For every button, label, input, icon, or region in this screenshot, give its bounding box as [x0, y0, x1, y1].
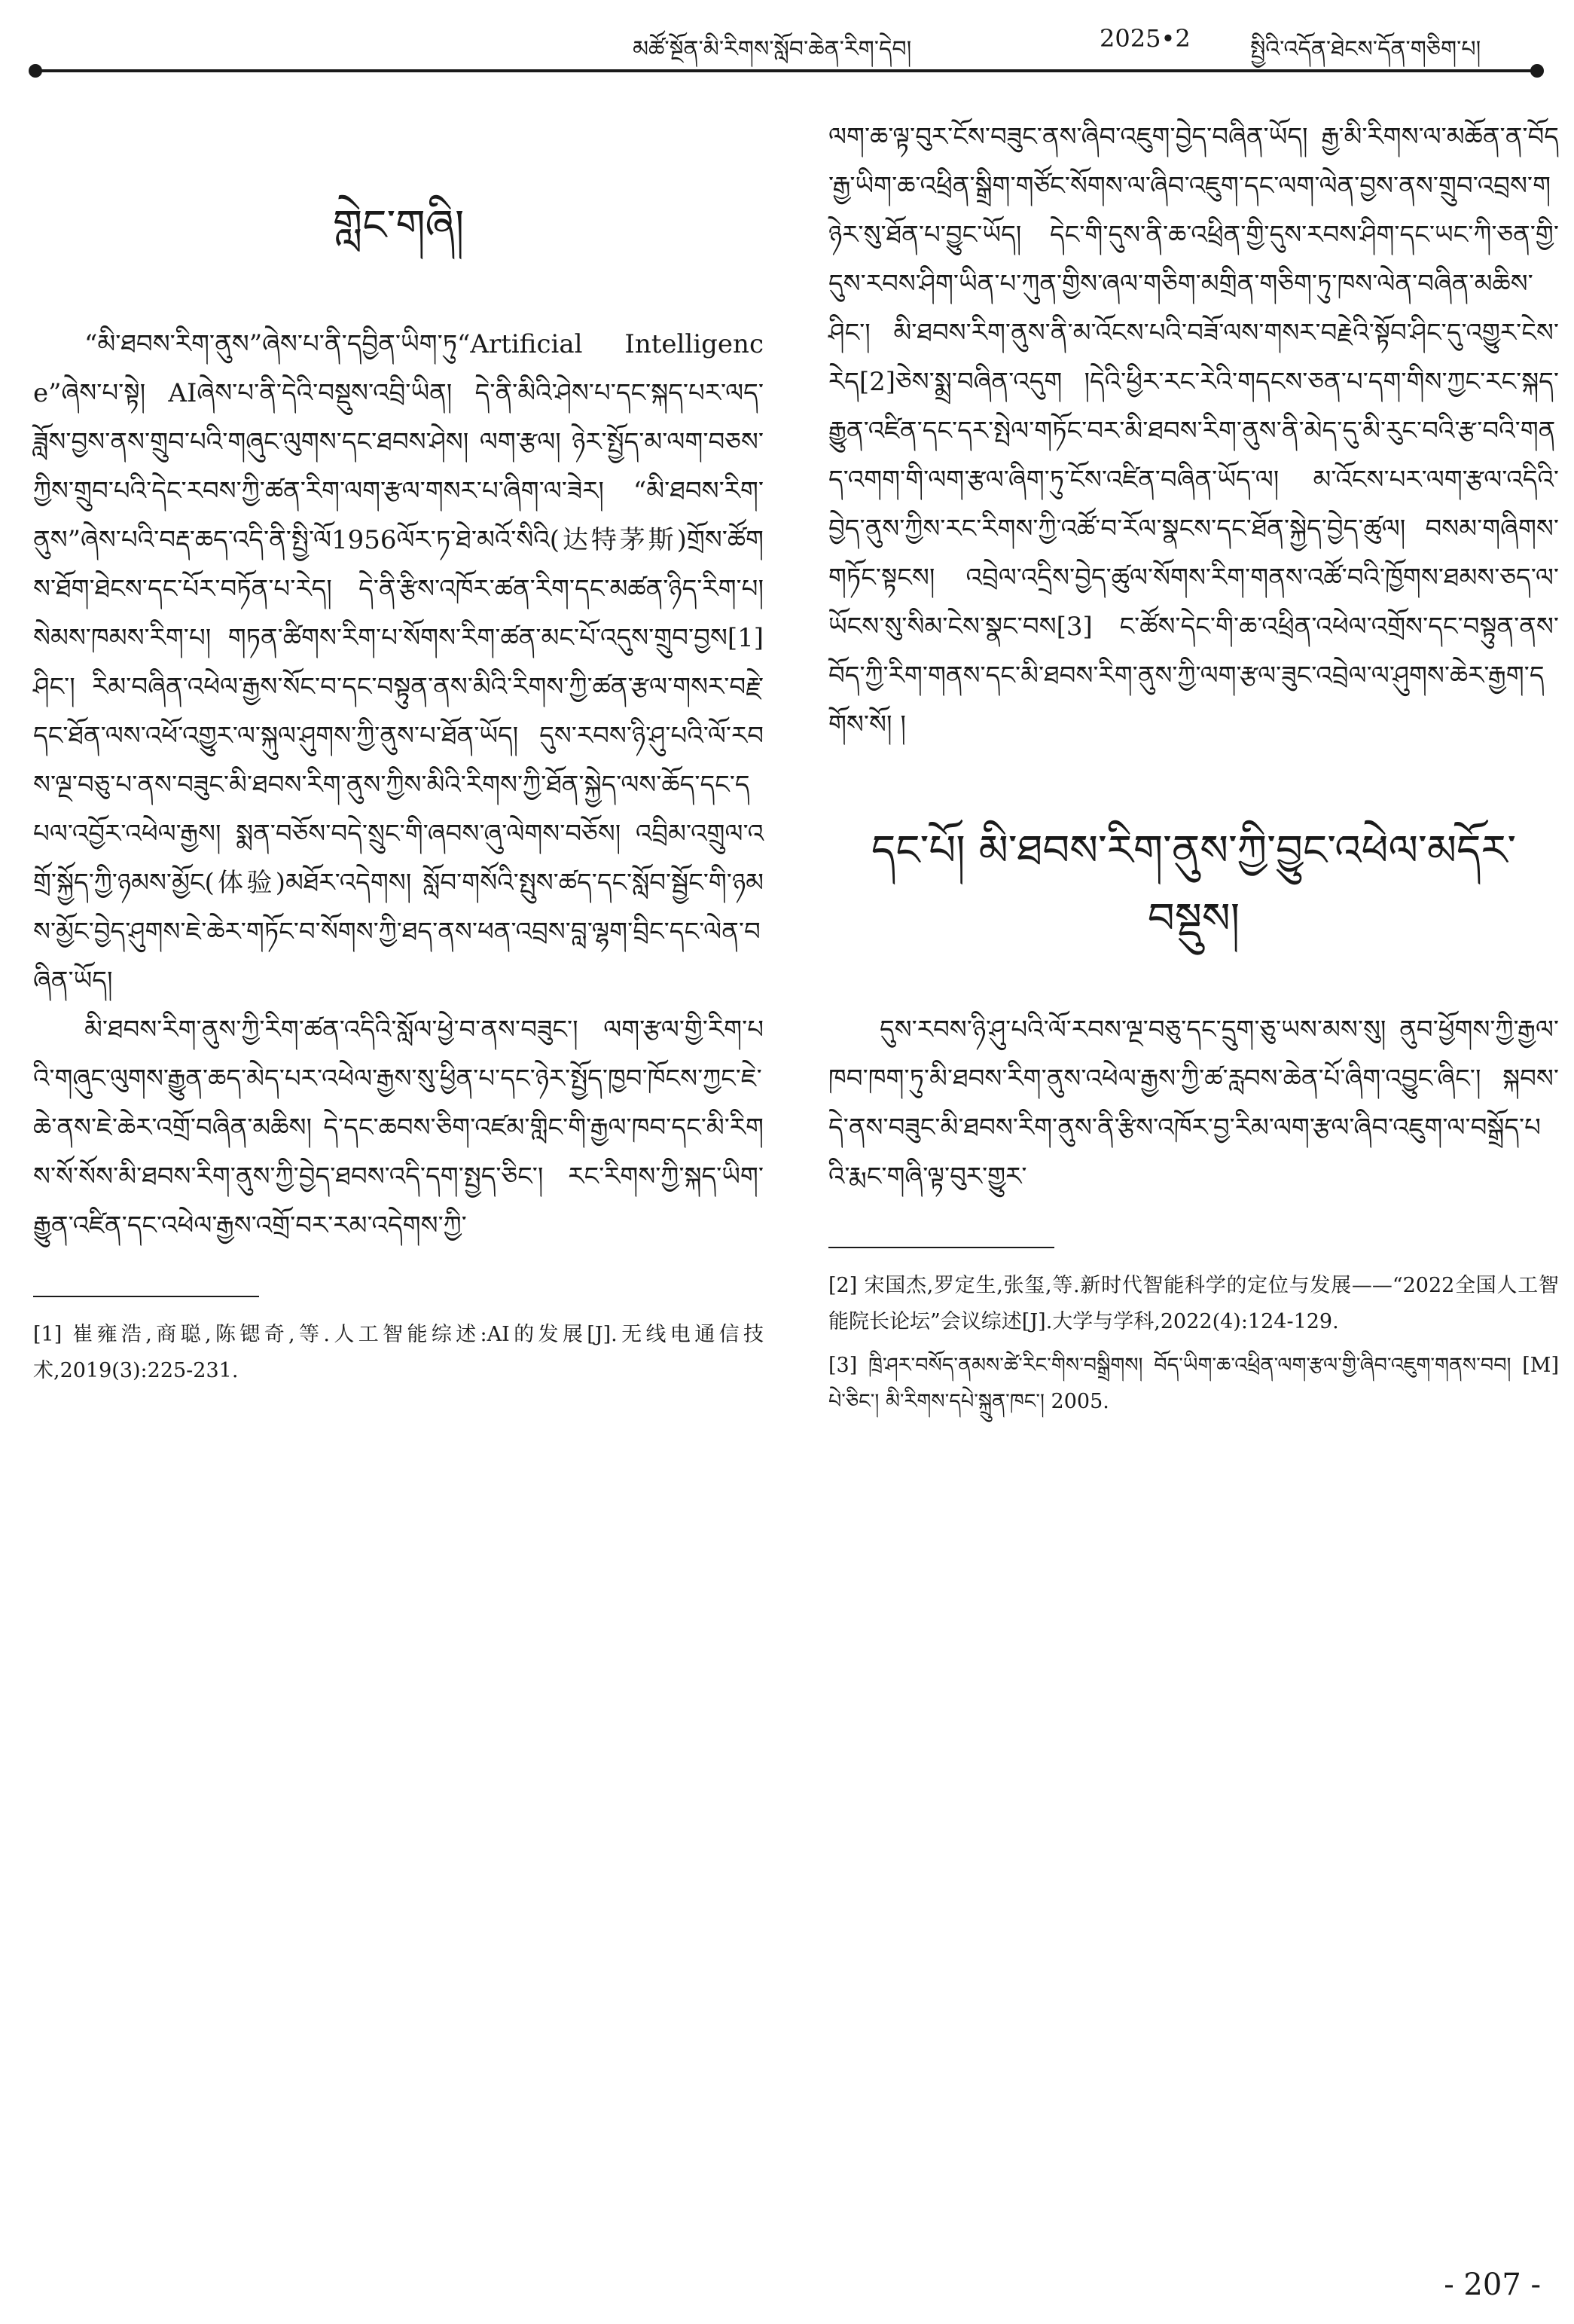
introduction-heading: གླེང་གཞི། — [332, 201, 465, 250]
running-header — [30, 11, 1544, 63]
left-column — [33, 113, 764, 1397]
footnote: [1] 崔雍浩,商聪,陈锶奇,等.人工智能综述:AI的发展[J].无线电通信技术,2019(3):225-231. — [33, 1323, 764, 1382]
journal-title: མཚོ་སྔོན་མི་རིགས་སློབ་ཆེན་རིག་དེབ། — [633, 36, 912, 63]
rule-right-dot — [1530, 64, 1544, 78]
page-number: - 207 - — [1444, 2268, 1541, 2302]
body-paragraph: མི་ཐབས་རིག་ནུས་ཀྱི་རིག་ཚན་འདིའི་སློལ་ཕྱེ་བ་ནས་བཟུང་། ལག་རྩལ་གྱི་རིག་པའི་གཞུང་ལུགས་རྒྱུན་ཆད་མེད་པར་འཕེལ་རྒྱས་སུ་ཕྱིན་པ་དང་ཉེར་སྤྱོད་ཁྱབ་ཁོངས་ཀྱང་ཇེ་ཆེ་ནས་ཇེ་ཆེར་འགྲོ་བཞིན་མཆིས། དེ་དང་ཆབས་ཅིག་འཛམ་གླིང་གི་རྒྱལ་ཁབ་དང་མི་རིགས་སོ་སོས་མི་ཐབས་རིག་ནུས་ཀྱི་བྱེད་ཐབས་འདི་དག་སྤྱད་ཅིང་། རང་རིགས་ཀྱི་སྐད་ཡིག་རྒྱུན་འཛིན་དང་འཕེལ་རྒྱས་འགྲོ་བར་རམ་འདེགས་ཀྱི་ — [33, 1015, 764, 1241]
footnote-rule — [33, 1296, 259, 1297]
header-rule — [33, 69, 1539, 72]
rule-left-dot — [29, 64, 42, 78]
section-label: སྤྱིའི་འདོན་ཐེངས་དོན་གཅིག་པ། — [1250, 36, 1481, 63]
body-paragraph: “མི་ཐབས་རིག་ནུས”ཞེས་པ་ནི་དབྱིན་ཡིག་ཏུ“Artificial Intelligence”ཞེས་པ་སྟེ། AIཞེས་པ་ནི་དེའི་བསྡུས་འབྲི་ཡིན། དེ་ནི་མིའི་ཤེས་པ་དང་སྐད་པར་ལད་ཟློས་བྱས་ནས་གྲུབ་པའི་གཞུང་ལུགས་དང་ཐབས་ཤེས། ལག་རྩལ། ཉེར་སྤྱོད་མ་ལག་བཅས་ཀྱིས་གྲུབ་པའི་དེང་རབས་ཀྱི་ཚན་རིག་ལག་རྩལ་གསར་པ་ཞིག་ལ་ཟེར། “མི་ཐབས་རིག་ནུས”ཞེས་པའི་བརྡ་ཆད་འདི་ནི་སྤྱི་ལོ1956ལོར་ཏ་ཐེ་མའོ་སིའི(达特茅斯)གྲོས་ཚོགས་ཐོག་ཐེངས་དང་པོར་བཏོན་པ་རེད། དེ་ནི་རྩིས་འཁོར་ཚན་རིག་དང་མཚན་ཉིད་རིག་པ། སེམས་ཁམས་རིག་པ། གཏན་ཚིགས་རིག་པ་སོགས་རིག་ཚན་མང་པོ་འདུས་གྲུབ་བྱས[1]ཤིང་། རིམ་བཞིན་འཕེལ་རྒྱས་སོང་བ་དང་བསྟུན་ནས་མིའི་རིགས་ཀྱི་ཚན་རྩལ་གསར་བརྗེ་དང་ཐོན་ལས་འཕོ་འགྱུར་ལ་སྐུལ་ཤུགས་ཀྱི་ནུས་པ་ཐོན་ཡོད། དུས་རབས་ཉི་ཤུ་པའི་ལོ་རབས་ལྔ་བཅུ་པ་ནས་བཟུང་མི་ཐབས་རིག་ནུས་ཀྱིས་མིའི་རིགས་ཀྱི་ཐོན་སྐྱེད་ལས་ཆོད་དང་དཔལ་འབྱོར་འཕེལ་རྒྱས། སྨན་བཅོས་བདེ་སྲུང་གི་ཞབས་ཞུ་ལེགས་བཅོས། འབྲིམ་འགྲུལ་འགྲོ་སྐྱོད་ཀྱི་ཉམས་མྱོང(体验)མཐོར་འདེགས། སློབ་གསོའི་སྤུས་ཚད་དང་སློབ་སྦྱོང་གི་ཉམས་མྱོང་བྱེད་ཤུགས་ཇེ་ཆེར་གཏོང་བ་སོགས་ཀྱི་ཐད་ནས་ཕན་འབྲས་བླ་ལྷག་བྲིང་དང་ལེན་བཞིན་ཡོད། — [33, 329, 764, 996]
footnote: [2] 宋国杰,罗定生,张玺,等.新时代智能科学的定位与发展——“2022全国人工智能院长论坛”会议综述[J].大学与学科,2022(4):124-129. — [828, 1274, 1559, 1333]
footnote-rule — [828, 1247, 1054, 1248]
footnote: [3] ཁྲི་ཤར་བསོད་ནམས་ཚེ་རིང་གིས་བསྒྲིགས། བོད་ཡིག་ཆ་འཕྲིན་ལག་རྩལ་གྱི་ཞིབ་འཇུག་གནས་བབ། [M] པེ་ཅིང་། མི་རིགས་དཔེ་སྐྲུན་ཁང་། 2005. — [828, 1354, 1559, 1413]
right-column — [828, 113, 1559, 1428]
body-paragraph: དུས་རབས་ཉི་ཤུ་པའི་ལོ་རབས་ལྔ་བཅུ་དང་དྲུག་ཅུ་ཡས་མས་སུ། ནུབ་ཕྱོགས་ཀྱི་རྒྱལ་ཁབ་ཁག་ཏུ་མི་ཐབས་རིག་ནུས་འཕེལ་རྒྱས་ཀྱི་ཚ་རླབས་ཆེན་པོ་ཞིག་འབྱུང་ཞིང་། སྐབས་དེ་ནས་བཟུང་མི་ཐབས་རིག་ནུས་ནི་རྩིས་འཁོར་བྱ་རིམ་ལག་རྩལ་ཞིབ་འཇུག་ལ་བསྒྲོད་པའི་རྨང་གཞི་ལྟ་བུར་གྱུར་ — [828, 1015, 1559, 1192]
body-paragraph: ལག་ཆ་ལྟ་བུར་ངོས་བཟུང་ནས་ཞིབ་འཇུག་བྱེད་བཞིན་ཡོད། རྒྱ་མི་རིགས་ལ་མཆོན་ན་བོད་རྒྱ་ཡིག་ཆ་འཕྲིན་སྒྲིག་གཙོང་སོགས་ལ་ཞིབ་འཇུག་དང་ལག་ལེན་བྱས་ནས་གྲུབ་འབྲས་གཉེར་སུ་ཐོན་པ་བྱུང་ཡོད། དེང་གི་དུས་ནི་ཆ་འཕྲིན་གྱི་དུས་རབས་ཤིག་དང་ཡང་ཀི་ཅན་གྱི་དུས་རབས་ཤིག་ཡིན་པ་ཀུན་གྱིས་ཞལ་གཅིག་མགྲིན་གཅིག་ཏུ་ཁས་ལེན་བཞིན་མཆིས་ཤིང་། མི་ཐབས་རིག་ནུས་ནི་མ་འོངས་པའི་བཟོ་ལས་གསར་བརྗེའི་སྟོབ་ཤིང་དུ་འགྱུར་ངེས་རེད[2]ཅེས་སྨྲ་བཞིན་འདུག །དེའི་ཕྱིར་རང་རེའི་གདངས་ཅན་པ་དག་གིས་ཀྱང་རང་སྐད་རྒྱུན་འཛིན་དང་དར་སྤེལ་གཏོང་བར་མི་ཐབས་རིག་ནུས་ནི་མེད་དུ་མི་རུང་བའི་རྩ་བའི་གནད་འགག་གི་ལག་རྩལ་ཞིག་ཏུ་ངོས་འཛིན་བཞིན་ཡོད་ལ། མ་འོངས་པར་ལག་རྩལ་འདིའི་བྱེད་ནུས་ཀྱིས་རང་རིགས་ཀྱི་འཚོ་བ་རོལ་སྣངས་དང་ཐོན་སྐྱེད་བྱེད་ཚུལ། བསམ་གཞིགས་གཏོང་སྟངས། འབྲེལ་འདྲིས་བྱེད་ཚུལ་སོགས་རིག་གནས་འཚོ་བའི་ཁྱོགས་ཐམས་ཅད་ལ་ཡོངས་སུ་སིམ་ངེས་སྣང་བས[3] ང་ཚོས་དེང་གི་ཆ་འཕྲིན་འཕེལ་འགྲོས་དང་བསྟུན་ནས་བོད་ཀྱི་རིག་གནས་དང་མི་ཐབས་རིག་ནུས་ཀྱི་ལག་རྩལ་ཟུང་འབྲེལ་ལ་ཤུགས་ཆེར་རྒྱག་དགོས་སོ། ། — [828, 122, 1559, 740]
issue-number: 2025•2 — [1100, 24, 1191, 53]
section-heading: དང་པོ། མི་ཐབས་རིག་ནུས་ཀྱི་བྱུང་འཕེལ་མདོར་བསྡུས། — [871, 826, 1517, 943]
